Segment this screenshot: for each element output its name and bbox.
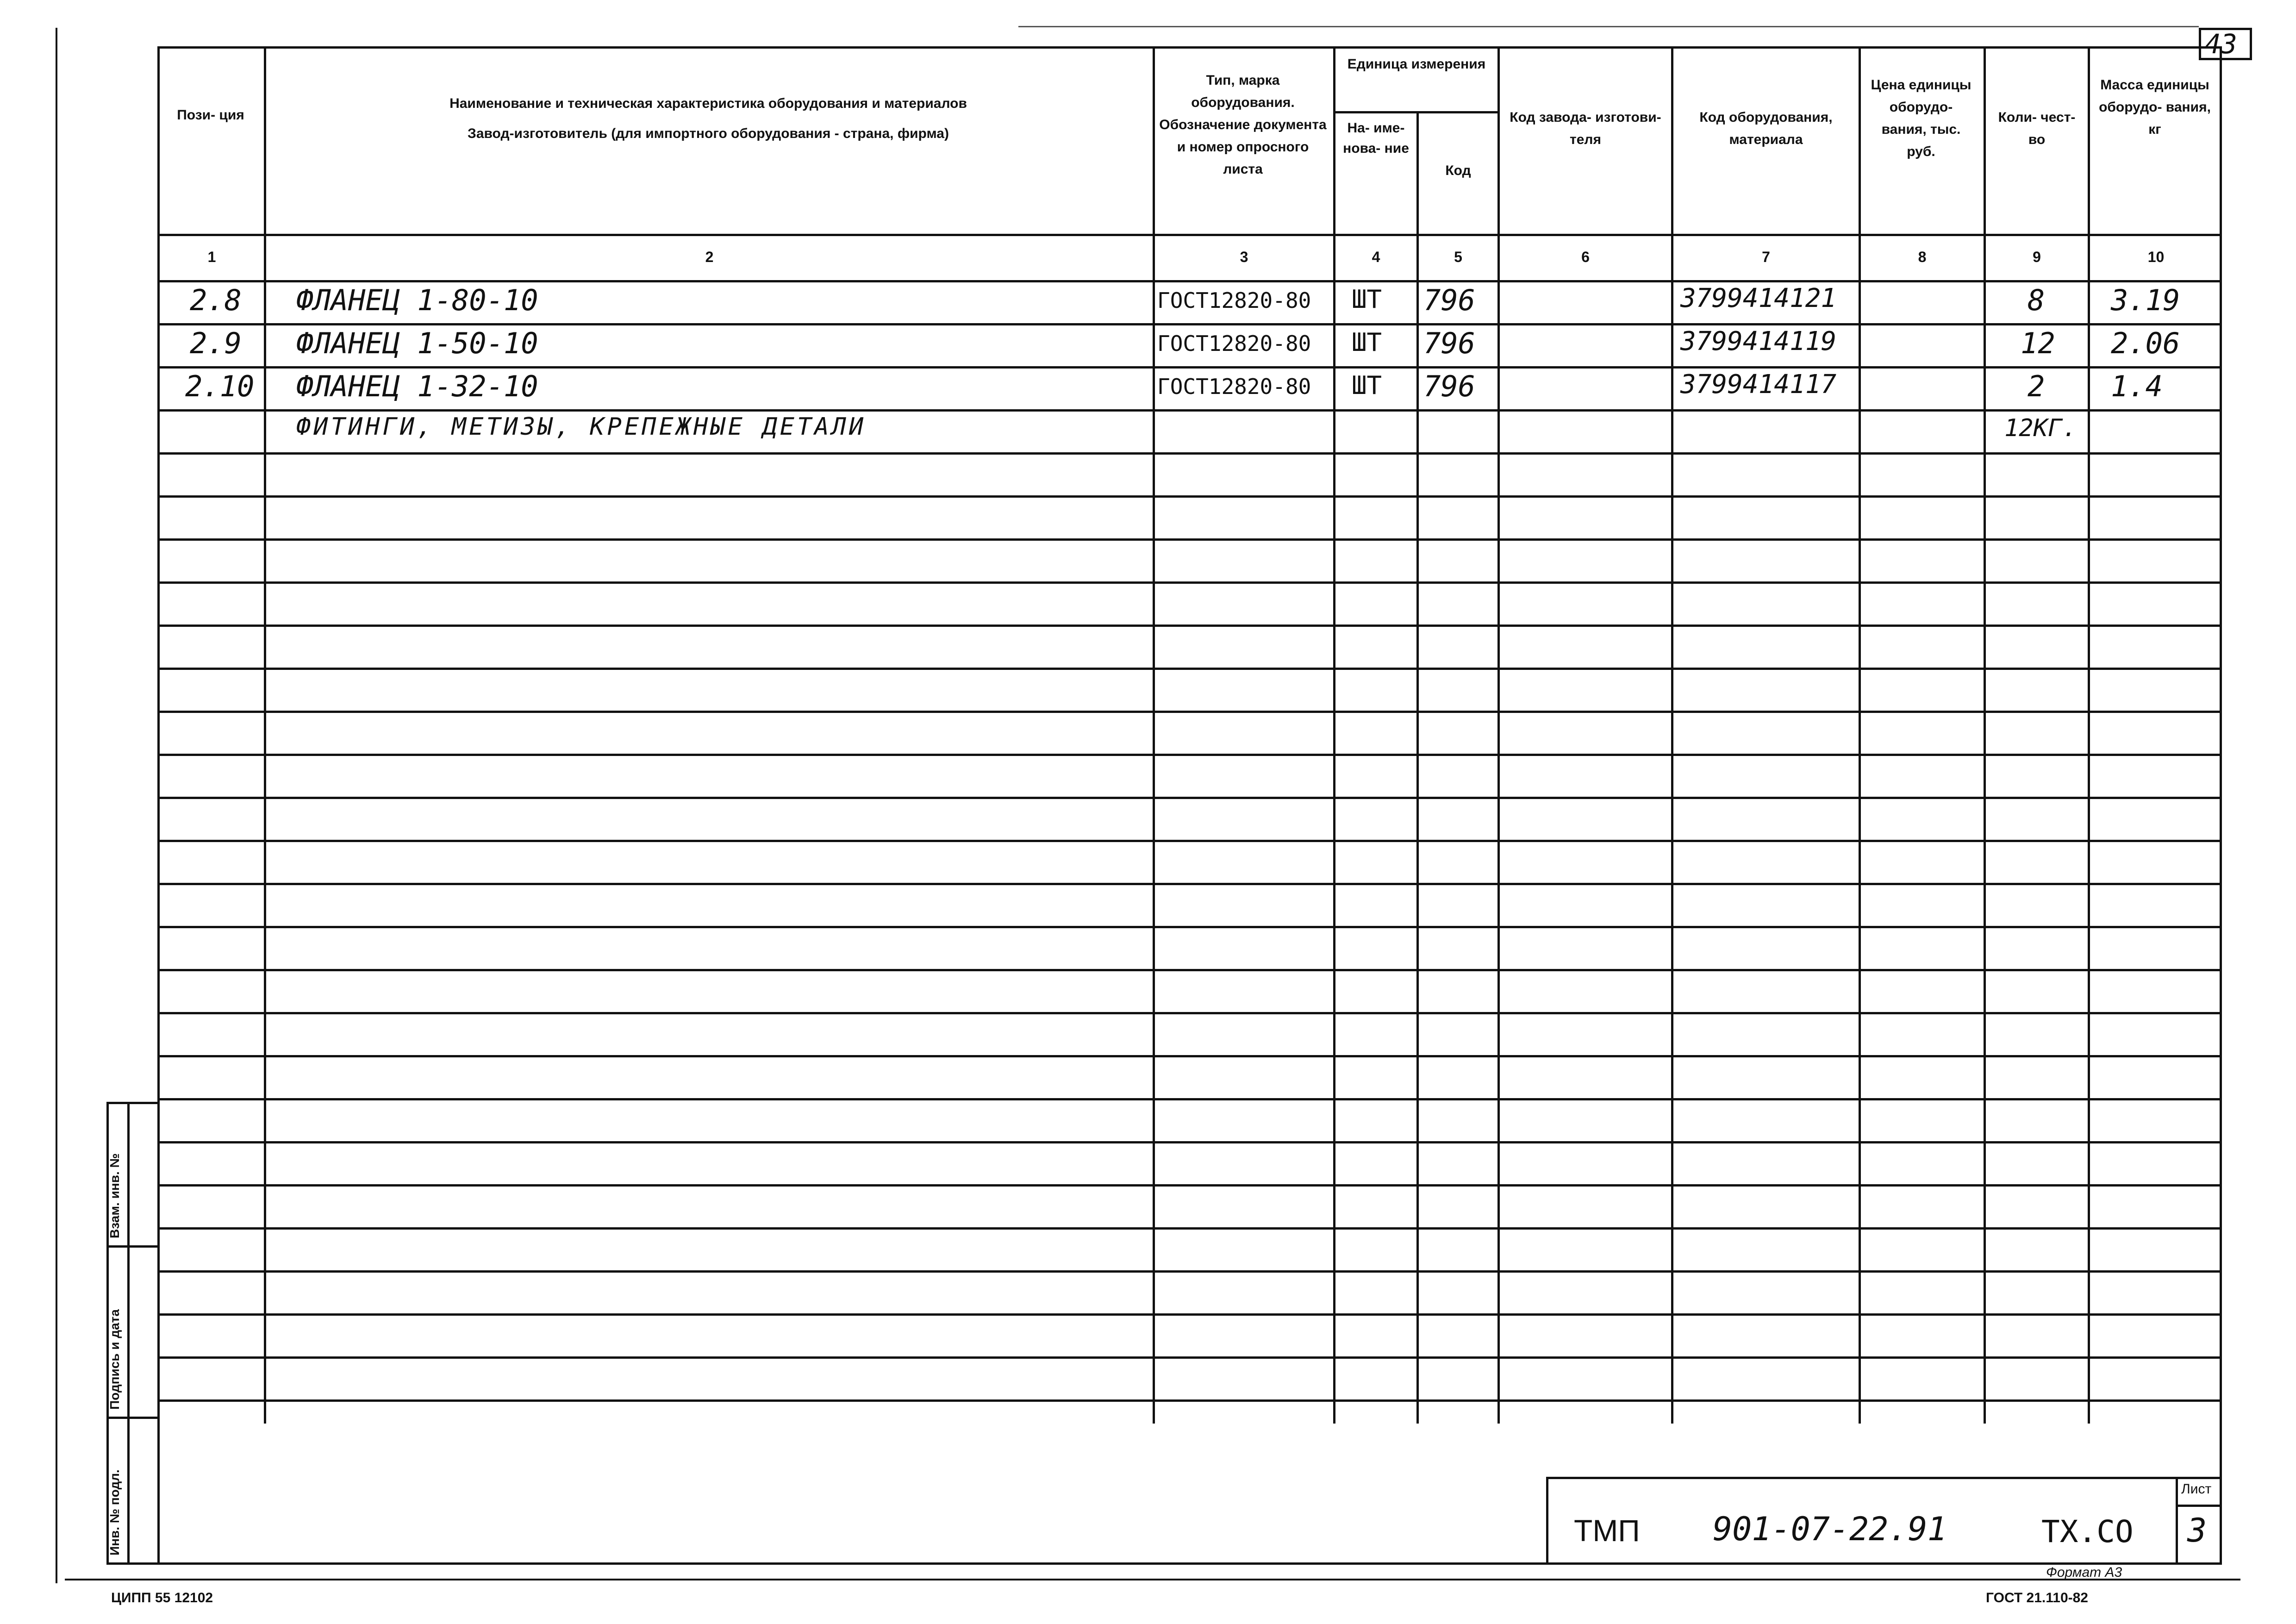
header-bottom-line	[157, 234, 2222, 236]
row-material-code: 3799414117	[1680, 369, 1837, 400]
row-unit: ШТ	[1352, 285, 1382, 314]
footer-left-code: ЦИПП 55 12102	[111, 1590, 213, 1605]
colnum-2: 2	[705, 249, 714, 265]
row-quantity: 8	[2028, 283, 2045, 317]
header-unit-code: Код	[1445, 163, 1471, 178]
row-unit-code: 796	[1423, 369, 1475, 403]
header-price: Цена единицы оборудо- вания, тыс. руб.	[1871, 77, 1972, 159]
footer-standard: ГОСТ 21.110-82	[1986, 1590, 2088, 1605]
side-binding-split-1	[106, 1245, 160, 1248]
header-name-line2: Завод-изготовитель (для импортного оборудования - страна, фирма)	[468, 126, 949, 141]
row-unit: ШТ	[1352, 328, 1382, 357]
header-mass: Масса единицы оборудо- вания, кг	[2099, 77, 2211, 137]
row-mass: 3.19	[2111, 283, 2180, 317]
colnum-7: 7	[1762, 249, 1770, 265]
side-binding-split-2	[106, 1417, 160, 1419]
footer-format: Формат А3	[2046, 1565, 2122, 1580]
row-rule	[160, 1012, 2220, 1014]
colnum-6: 6	[1581, 249, 1590, 265]
colnum-bottom-line	[157, 280, 2222, 282]
row-name: ФЛАНЕЦ 1-80-10	[296, 283, 538, 317]
row-rule	[160, 754, 2220, 756]
row-rule	[160, 1184, 2220, 1187]
row-doc: ГОСТ12820-80	[1157, 374, 1311, 399]
row-rule	[160, 1098, 2220, 1100]
row-rule	[160, 926, 2220, 928]
row-rule	[160, 1270, 2220, 1273]
row-rule	[160, 495, 2220, 498]
colnum-10: 10	[2147, 249, 2165, 265]
row-rule	[160, 1313, 2220, 1316]
side-label-inv-orig: Инв. № подл.	[107, 1469, 122, 1555]
stamp-suffix: ТХ.СО	[2041, 1514, 2134, 1549]
row-rule	[160, 1399, 2220, 1402]
colnum-1: 1	[207, 249, 216, 265]
top-dashed-line	[1018, 26, 2199, 27]
header-unit-group: Единица измерения	[1347, 56, 1486, 72]
outer-frame	[157, 46, 2222, 1565]
stamp-sheet-number: 3	[2187, 1512, 2207, 1549]
row-rule	[160, 538, 2220, 541]
header-factory-code: Код завода- изготови- теля	[1510, 110, 1661, 147]
row-rule	[160, 625, 2220, 627]
stamp-designation: 901-07-22.91	[1713, 1510, 1947, 1548]
row-quantity: 12	[2021, 326, 2055, 360]
row-position: 2.8	[190, 283, 242, 317]
sheet-index: 43	[2205, 28, 2237, 60]
row-rule	[160, 1356, 2220, 1359]
row-name: ФЛАНЕЦ 1-50-10	[296, 326, 538, 360]
side-label-signature-date: Подпись и дата	[107, 1309, 122, 1410]
stamp-sheet-label: Лист	[2181, 1481, 2212, 1497]
row-position: 2.10	[185, 369, 255, 403]
header-type-doc: Тип, марка оборудования. Обозначение документа и номер опросного листа	[1159, 73, 1327, 177]
header-unit-name: На- име- нова- ние	[1343, 120, 1409, 156]
row-rule	[160, 581, 2220, 584]
row-quantity: 12КГ.	[2004, 414, 2077, 442]
side-label-inv-dupl: Взам. инв. №	[107, 1153, 122, 1238]
colnum-3: 3	[1240, 249, 1248, 265]
row-unit-code: 796	[1423, 283, 1475, 317]
row-unit-code: 796	[1423, 326, 1475, 360]
header-quantity: Коли- чест- во	[1998, 110, 2076, 147]
row-mass: 1.4	[2111, 369, 2163, 403]
row-name: ФИТИНГИ, МЕТИЗЫ, КРЕПЕЖНЫЕ ДЕТАЛИ	[296, 413, 867, 441]
row-rule	[160, 883, 2220, 885]
left-binding-line	[56, 28, 57, 1583]
col-div-4	[1416, 111, 1419, 1424]
row-position: 2.9	[190, 326, 242, 360]
row-rule	[160, 1055, 2220, 1057]
header-name-line1: Наименование и техническая характеристика оборудования и материалов	[449, 96, 967, 111]
row-rule	[160, 797, 2220, 799]
stamp-prefix: ТМП	[1574, 1513, 1640, 1548]
stamp-sheet-split	[2176, 1505, 2222, 1507]
bottom-binding-line	[65, 1579, 2240, 1580]
row-rule	[160, 668, 2220, 670]
row-rule	[160, 452, 2220, 455]
colnum-4: 4	[1372, 249, 1380, 265]
row-rule	[160, 1227, 2220, 1230]
header-material-code: Код оборудования, материала	[1699, 110, 1833, 147]
side-binding-divider	[127, 1102, 130, 1565]
colnum-9: 9	[2033, 249, 2041, 265]
row-rule	[160, 1141, 2220, 1143]
row-rule	[160, 409, 2220, 412]
row-doc: ГОСТ12820-80	[1157, 331, 1311, 356]
row-quantity: 2	[2028, 369, 2045, 403]
row-doc: ГОСТ12820-80	[1157, 288, 1311, 313]
header-position: Пози- ция	[177, 107, 244, 123]
colnum-8: 8	[1918, 249, 1927, 265]
row-name: ФЛАНЕЦ 1-32-10	[296, 369, 538, 403]
row-rule	[160, 711, 2220, 713]
row-rule	[160, 840, 2220, 842]
colnum-5: 5	[1454, 249, 1462, 265]
unit-group-line	[1333, 111, 1497, 113]
row-rule	[160, 323, 2220, 325]
row-rule	[160, 969, 2220, 971]
row-rule	[160, 366, 2220, 369]
row-unit: ШТ	[1352, 371, 1382, 400]
row-mass: 2.06	[2111, 326, 2180, 360]
row-material-code: 3799414119	[1680, 326, 1837, 356]
row-material-code: 3799414121	[1680, 283, 1837, 313]
